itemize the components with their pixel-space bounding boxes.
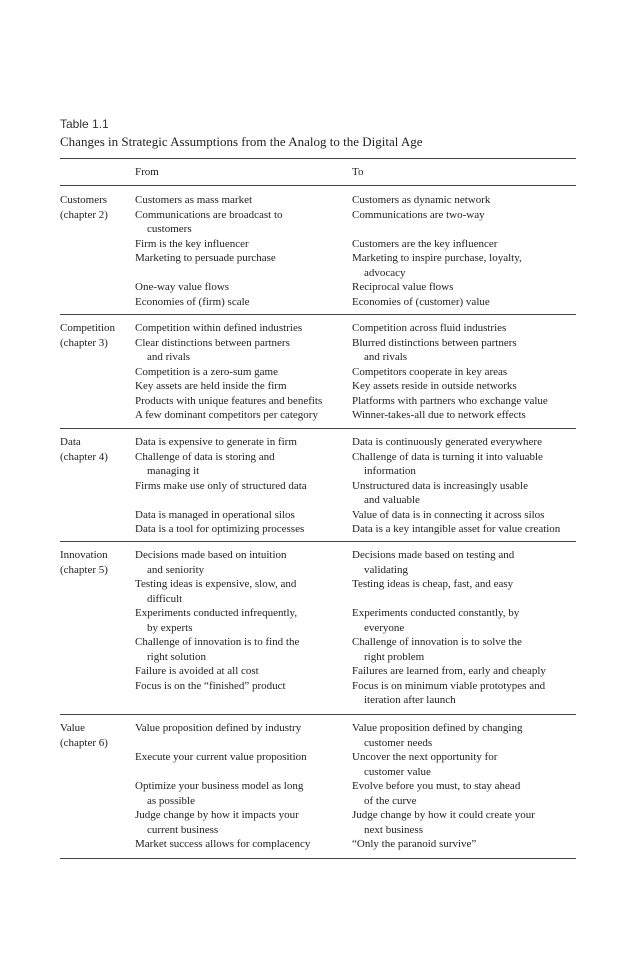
from-cell (135, 435, 352, 450)
from-cell (135, 808, 352, 837)
table-row (135, 837, 576, 852)
from-cell (135, 208, 352, 237)
from-cell-line: Data is managed in operational silos (135, 508, 295, 521)
to-cell-line: Winner-takes-all due to network effects (352, 409, 526, 421)
from-cell (135, 321, 352, 336)
to-cell (352, 208, 576, 237)
table-section-value (60, 714, 576, 859)
table-row (135, 721, 576, 750)
to-cell-line: Focus is on minimum viable prototypes and (352, 679, 546, 692)
table-row (135, 548, 576, 577)
category-chapter: (chapter 6) (60, 736, 108, 749)
from-cell-line: Experiments conducted infrequently, (135, 607, 298, 619)
to-cell-line: Decisions made based on testing and (352, 549, 515, 561)
from-cell-line: Testing ideas is expensive, slow, and (135, 578, 297, 590)
table-row (135, 750, 576, 779)
table-row (135, 394, 576, 409)
to-cell (352, 408, 576, 423)
to-cell (352, 508, 576, 523)
to-cell (352, 577, 576, 606)
to-cell (352, 548, 576, 577)
to-cell-line: Value of data is in connecting it across silos (352, 508, 545, 521)
to-cell (352, 321, 576, 336)
from-cell-line: as possible (147, 794, 195, 807)
to-cell (352, 679, 576, 708)
from-cell (135, 750, 352, 779)
to-cell (352, 193, 576, 208)
from-cell-line: Key assets are held inside the firm (135, 380, 287, 392)
to-cell-line: Evolve before you must, to stay ahead (352, 780, 521, 792)
category-chapter: (chapter 3) (60, 336, 108, 349)
table-row (135, 679, 576, 708)
from-cell-line: Firm is the key influencer (135, 237, 249, 250)
to-cell-line: next business (364, 823, 423, 836)
to-cell (352, 336, 576, 365)
from-cell (135, 336, 352, 365)
to-cell-line: Judge change by how it could create your (352, 809, 535, 821)
from-cell-line: Execute your current value proposition (135, 751, 307, 763)
from-cell-line: Optimize your business model as long (135, 780, 304, 792)
to-cell-line: Customers as dynamic network (352, 194, 491, 206)
from-cell-line: One-way value flows (135, 281, 230, 293)
from-cell (135, 635, 352, 664)
to-cell-line: Platforms with partners who exchange value (352, 394, 548, 407)
from-cell-line: by experts (147, 621, 193, 634)
from-cell-line: Data is expensive to generate in firm (135, 436, 297, 448)
from-cell-line: Communications are broadcast to (135, 208, 283, 221)
from-cell (135, 508, 352, 523)
from-cell-line: Competition within defined industries (135, 322, 303, 334)
table-row (135, 365, 576, 380)
from-cell-line: Failure is avoided at all cost (135, 665, 259, 677)
from-cell-line: and rivals (147, 351, 191, 363)
from-cell (135, 577, 352, 606)
to-cell-line: Unstructured data is increasingly usable (352, 479, 528, 492)
from-cell-line: and seniority (147, 563, 205, 576)
from-cell (135, 779, 352, 808)
category-name: Innovation (60, 549, 108, 561)
table-row (135, 522, 576, 537)
from-cell-line: Challenge of data is storing and (135, 450, 275, 463)
table-row (135, 193, 576, 208)
to-cell (352, 479, 576, 508)
from-cell-line: Competition is a zero-sum game (135, 365, 278, 378)
table-row (135, 321, 576, 336)
from-cell-line: Market success allows for complacency (135, 838, 311, 850)
to-cell-line: iteration after launch (364, 694, 456, 706)
to-cell (352, 280, 576, 295)
from-cell-line: current business (147, 823, 219, 836)
to-cell-line: Data is a key intangible asset for value creation (352, 523, 561, 535)
category-label (60, 548, 132, 577)
section-rows (135, 321, 576, 423)
to-cell (352, 635, 576, 664)
table-row (135, 779, 576, 808)
category-label (60, 321, 132, 350)
to-cell-line: “Only the paranoid survive” (352, 838, 477, 850)
from-cell (135, 721, 352, 750)
from-cell-line: Clear distinctions between partners (135, 336, 290, 349)
to-cell-line: customer value (364, 765, 431, 778)
table-row (135, 408, 576, 423)
to-cell-line: of the curve (364, 794, 417, 807)
from-cell-line: A few dominant competitors per category (135, 409, 318, 421)
to-cell-line: and valuable (364, 494, 420, 506)
to-cell-line: Customers are the key influencer (352, 237, 498, 250)
table-row (135, 606, 576, 635)
table-row (135, 379, 576, 394)
to-cell (352, 450, 576, 479)
top-rule (60, 158, 576, 159)
category-chapter: (chapter 2) (60, 208, 108, 221)
table-row (135, 295, 576, 310)
to-cell (352, 664, 576, 679)
table-section-competition (60, 314, 576, 429)
to-cell (352, 237, 576, 252)
to-cell-line: Marketing to inspire purchase, loyalty, (352, 252, 522, 264)
to-cell (352, 837, 576, 852)
to-cell-line: Communications are two-way (352, 208, 485, 221)
table-row (135, 336, 576, 365)
from-cell-line: managing it (147, 465, 200, 477)
from-cell-line: Economies of (firm) scale (135, 295, 250, 308)
category-name: Customers (60, 194, 108, 206)
to-cell-line: Experiments conducted constantly, by (352, 607, 520, 619)
category-label (60, 193, 132, 222)
to-cell-line: Testing ideas is cheap, fast, and easy (352, 578, 514, 590)
to-cell-line: Competitors cooperate in key areas (352, 365, 508, 378)
to-cell (352, 295, 576, 310)
table-row (135, 251, 576, 280)
to-cell-line: Key assets reside in outside networks (352, 380, 517, 392)
from-cell-line: difficult (147, 592, 183, 605)
table-row (135, 508, 576, 523)
to-cell-line: customer needs (364, 736, 433, 749)
from-cell-line: Judge change by how it impacts your (135, 809, 299, 821)
to-cell-line: right problem (364, 650, 425, 663)
from-cell-line: Customers as mass market (135, 194, 253, 206)
to-cell (352, 435, 576, 450)
section-rows (135, 548, 576, 708)
to-cell-line: Reciprocal value flows (352, 281, 454, 293)
category-chapter: (chapter 4) (60, 450, 108, 463)
from-cell-line: Value proposition defined by industry (135, 722, 302, 734)
section-rows (135, 721, 576, 852)
from-cell (135, 479, 352, 508)
from-cell-line: right solution (147, 650, 206, 663)
from-cell (135, 522, 352, 537)
category-name: Data (60, 436, 81, 448)
from-column-header: From (135, 166, 159, 178)
to-cell (352, 750, 576, 779)
to-cell-line: Value proposition defined by changing (352, 722, 523, 734)
from-cell-line: Challenge of innovation is to find the (135, 636, 300, 648)
to-cell (352, 379, 576, 394)
from-cell (135, 379, 352, 394)
from-cell (135, 664, 352, 679)
to-column-header: To (352, 166, 364, 178)
category-label (60, 435, 132, 464)
to-cell-line: Challenge of innovation is to solve the (352, 636, 522, 648)
from-cell (135, 837, 352, 852)
from-cell (135, 548, 352, 577)
from-cell (135, 679, 352, 708)
category-name: Competition (60, 322, 115, 334)
to-cell (352, 779, 576, 808)
from-cell (135, 280, 352, 295)
from-cell (135, 606, 352, 635)
table-section-data (60, 428, 576, 542)
table-label: Table 1.1 (60, 117, 109, 131)
table-row (135, 635, 576, 664)
to-cell (352, 721, 576, 750)
to-cell-line: validating (364, 563, 408, 576)
table-row (135, 237, 576, 252)
section-rows (135, 193, 576, 309)
to-cell-line: advocacy (364, 266, 406, 279)
from-cell-line: customers (147, 223, 192, 235)
to-cell (352, 606, 576, 635)
from-cell (135, 408, 352, 423)
from-cell-line: Products with unique features and benefits (135, 394, 323, 407)
section-rows (135, 435, 576, 537)
to-cell (352, 522, 576, 537)
from-cell-line: Focus is on the “finished” product (135, 679, 286, 692)
to-cell (352, 808, 576, 837)
category-name: Value (60, 722, 86, 734)
table-title: Changes in Strategic Assumptions from the Analog to the Digital Age (60, 134, 423, 149)
table-row (135, 577, 576, 606)
to-cell (352, 394, 576, 409)
from-cell (135, 251, 352, 280)
to-cell-line: Economies of (customer) value (352, 295, 490, 308)
from-cell-line: Data is a tool for optimizing processes (135, 523, 305, 535)
from-cell (135, 394, 352, 409)
table-section-customers (60, 186, 576, 315)
from-cell (135, 193, 352, 208)
to-cell-line: Uncover the next opportunity for (352, 751, 498, 763)
to-cell-line: Challenge of data is turning it into valuable (352, 450, 543, 463)
to-cell (352, 365, 576, 380)
from-cell (135, 237, 352, 252)
from-cell-line: Firms make use only of structured data (135, 479, 307, 492)
to-cell-line: information (364, 465, 416, 477)
category-chapter: (chapter 5) (60, 563, 108, 576)
to-cell-line: Failures are learned from, early and cheaply (352, 665, 546, 677)
to-cell-line: and rivals (364, 351, 408, 363)
table-row (135, 664, 576, 679)
from-cell (135, 450, 352, 479)
from-cell (135, 365, 352, 380)
to-cell (352, 251, 576, 280)
from-cell-line: Decisions made based on intuition (135, 549, 287, 561)
table-section-innovation (60, 541, 576, 715)
table-row (135, 280, 576, 295)
to-cell-line: Blurred distinctions between partners (352, 336, 517, 349)
to-cell-line: Competition across fluid industries (352, 322, 507, 334)
to-cell-line: Data is continuously generated everywhere (352, 436, 542, 448)
from-cell (135, 295, 352, 310)
table-row (135, 479, 576, 508)
category-label (60, 721, 132, 750)
table-row (135, 808, 576, 837)
table-row (135, 435, 576, 450)
to-cell-line: everyone (364, 621, 405, 634)
table-row (135, 450, 576, 479)
from-cell-line: Marketing to persuade purchase (135, 252, 276, 264)
table-row (135, 208, 576, 237)
